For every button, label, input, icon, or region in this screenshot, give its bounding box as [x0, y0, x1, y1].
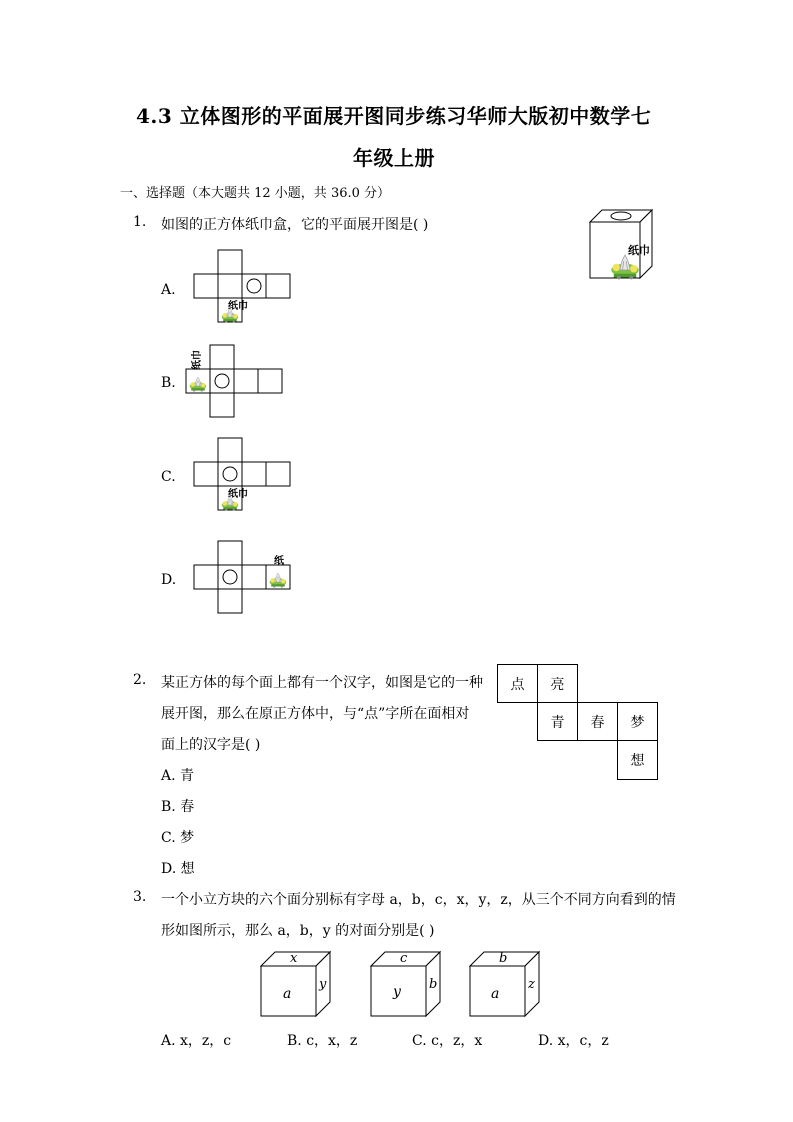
- q3-number: 3.: [133, 889, 147, 905]
- q1-c-tissue-label: 纸巾: [228, 489, 248, 500]
- q2-net-cell-6: 想: [617, 740, 658, 780]
- q1-tissue-box-figure: [588, 208, 660, 280]
- q3-cube3-front: a: [491, 986, 500, 1002]
- q2-option-c[interactable]: C. 梦: [161, 830, 195, 846]
- q3-cube3-top: b: [499, 951, 508, 966]
- q3-cube1-side: y: [319, 977, 327, 992]
- q1-d-tissue-label: 纸: [274, 556, 284, 567]
- q3-cube-3: [467, 944, 547, 1020]
- q2-text-line2: 展开图，那么在原正方体中，与“点”字所在面相对: [161, 706, 470, 722]
- q2-text-line1: 某正方体的每个面上都有一个汉字，如图是它的一种: [161, 675, 483, 691]
- q1-option-b-label[interactable]: B.: [161, 375, 176, 391]
- q1-number: 1.: [133, 214, 147, 230]
- q3-option-b[interactable]: B. c，x，z: [287, 1033, 358, 1049]
- q1-text: 如图的正方体纸巾盒，它的平面展开图是( ): [161, 217, 429, 233]
- section-heading: 一、选择题（本大题共 12 小题，共 36.0 分）: [120, 186, 391, 201]
- q2-option-b[interactable]: B. 春: [161, 799, 195, 815]
- q2-text-line3: 面上的汉字是( ): [161, 737, 261, 753]
- q3-cube2-side: b: [429, 977, 438, 992]
- q1-option-a-label[interactable]: A.: [161, 282, 176, 298]
- q2-option-a[interactable]: A. 青: [161, 768, 195, 784]
- q3-cube-1: [258, 944, 338, 1020]
- q3-cube2-front: y: [393, 984, 401, 1000]
- q3-cube3-side: z: [528, 977, 535, 992]
- q1-option-d-net[interactable]: [192, 540, 294, 616]
- q2-net-cell-4: 春: [577, 702, 618, 741]
- q2-number: 2.: [133, 672, 147, 688]
- q1-option-a-net[interactable]: [192, 249, 294, 325]
- q2-net-cell-2: 亮: [537, 664, 578, 703]
- q2-net-cell-5: 梦: [617, 702, 658, 741]
- q1-box-label: 纸巾: [628, 244, 650, 257]
- q1-option-c-label[interactable]: C.: [161, 469, 176, 485]
- q3-text-line2: 形如图所示，那么 a，b，y 的对面分别是( ): [161, 923, 435, 939]
- q1-b-tissue-label: 纸巾: [192, 350, 203, 370]
- q1-option-c-net[interactable]: [192, 437, 294, 513]
- q2-net-cell-3: 青: [537, 702, 578, 741]
- q2-net-figure: [497, 664, 659, 782]
- q3-text-line1: 一个小立方块的六个面分别标有字母 a，b，c，x，y，z，从三个不同方向看到的情: [161, 892, 676, 908]
- q3-option-d[interactable]: D. x，c，z: [538, 1033, 609, 1049]
- q3-option-c[interactable]: C. c，z，x: [412, 1033, 483, 1049]
- q2-option-d[interactable]: D. 想: [161, 861, 195, 877]
- page-title-line1: 4.3 立体图形的平面展开图同步练习华师大版初中数学七: [136, 104, 652, 128]
- q1-option-d-label[interactable]: D.: [161, 572, 177, 588]
- page-title-line2: 年级上册: [353, 146, 435, 170]
- q3-option-a[interactable]: A. x，z，c: [161, 1033, 232, 1049]
- q3-cube1-top: x: [290, 951, 298, 966]
- q1-option-b-net[interactable]: [184, 344, 288, 420]
- q3-cube2-top: c: [400, 951, 408, 966]
- q1-a-tissue-label: 纸巾: [228, 301, 248, 312]
- q3-cube1-front: a: [283, 986, 292, 1002]
- q3-cube-2: [368, 944, 448, 1020]
- q2-net-cell-1: 点: [497, 664, 538, 703]
